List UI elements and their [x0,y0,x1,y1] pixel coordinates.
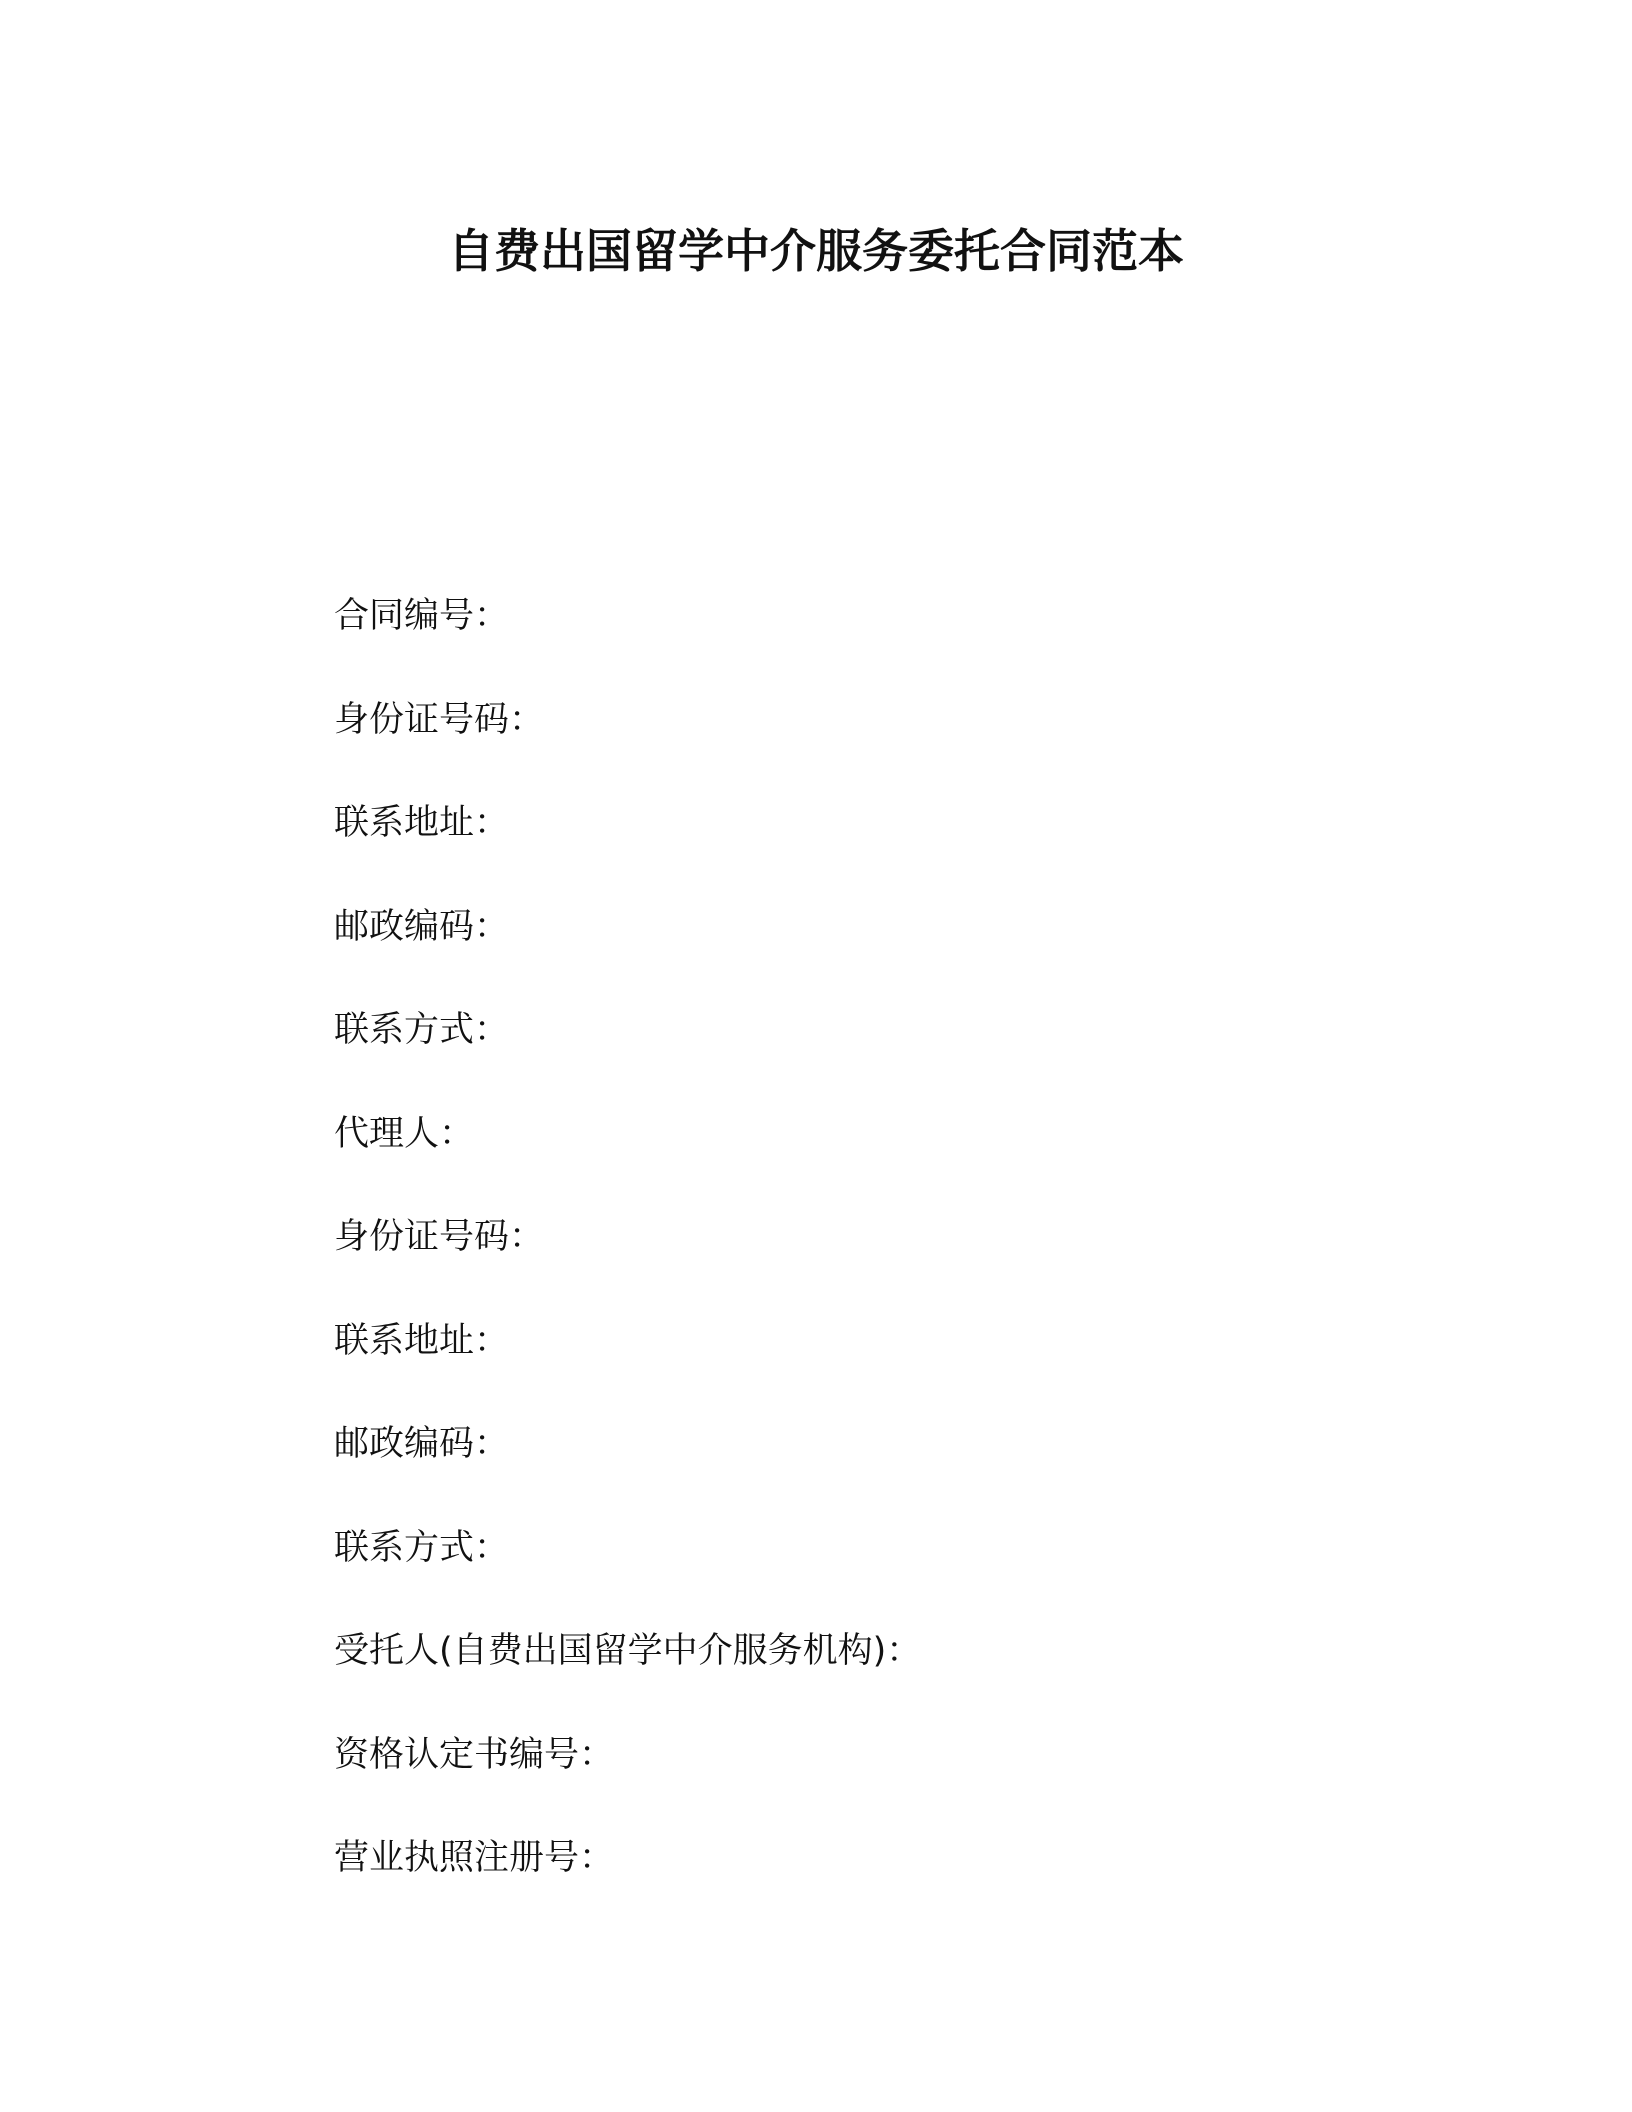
field-agent-postal-code: 邮政编码： [334,1424,510,1464]
field-business-license-number: 营业执照注册号： [334,1838,615,1878]
field-agent-contact-address: 联系地址： [334,1320,510,1361]
document-title: 自费出国留学中介服务委托合同范本 [448,224,1184,278]
field-agent: 代理人： [334,1113,475,1154]
field-contact-address: 联系地址： [334,803,510,843]
field-trustee: 受托人(自费出国留学中介服务机构)： [334,1631,922,1671]
contract-field-list [334,588,1434,1934]
field-postal-code: 邮政编码： [334,906,510,947]
field-contract-number: 合同编号： [334,596,510,636]
field-id-number: 身份证号码： [334,699,545,740]
field-agent-contact-method: 联系方式： [334,1527,510,1568]
field-contact-method: 联系方式： [334,1010,510,1050]
field-agent-id-number: 身份证号码： [334,1217,545,1257]
field-qualification-certificate-number: 资格认定书编号： [334,1734,615,1775]
